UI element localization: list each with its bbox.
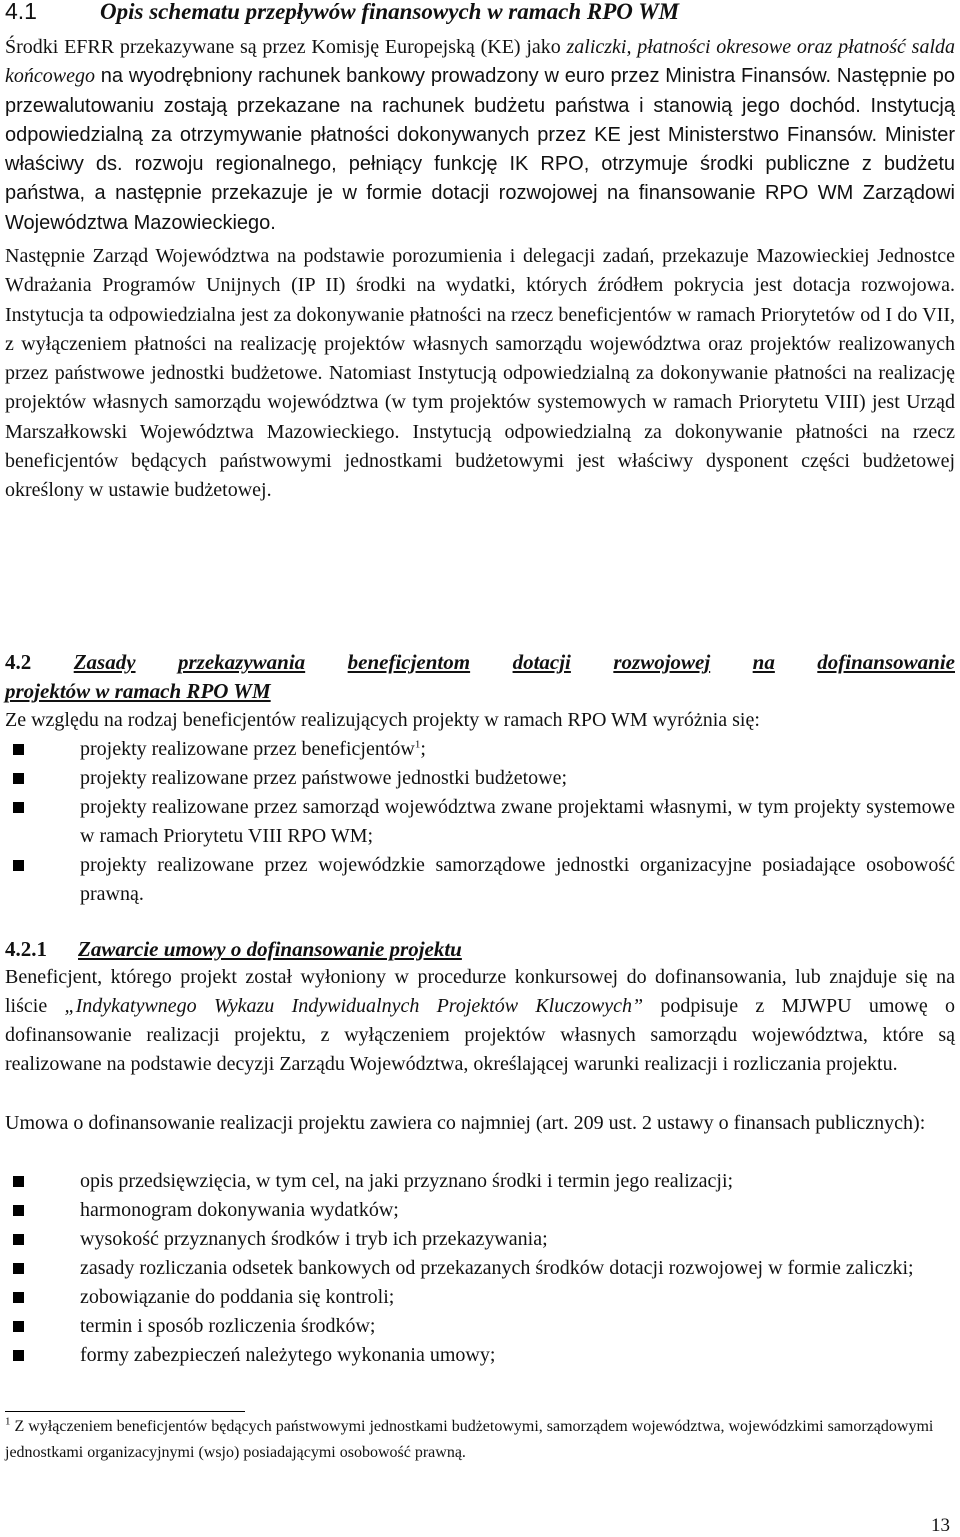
footnote-divider	[5, 1411, 245, 1412]
square-bullet-icon	[13, 1205, 24, 1216]
paragraph-financial-flows	[5, 33, 955, 238]
list-item	[5, 1312, 955, 1341]
section-heading-4-1	[5, 0, 679, 26]
square-bullet-icon	[13, 802, 24, 813]
square-bullet-icon	[13, 1321, 24, 1332]
section-number: 4.2	[5, 650, 32, 674]
page-number: 13	[931, 1515, 950, 1536]
list-item-text: projekty realizowane przez wojewódzkie samorządowe jednostki organizacyjne posiadające osobowość prawną.	[80, 854, 955, 905]
paragraph-text: Środki EFRR przekazywane są przez Komisję Europejską (KE) jako	[5, 36, 567, 58]
section-title-word: na	[752, 650, 775, 674]
list-item-text: termin i sposób rozliczenia środków;	[80, 1315, 376, 1337]
list-item-text: opis przedsięwzięcia, w tym cel, na jaki przyznano środki i termin jego realizacji;	[80, 1170, 734, 1192]
section-title-line-2: projektów w ramach RPO WM	[5, 679, 271, 703]
list-item	[5, 793, 955, 851]
agreement-contents-list	[5, 1167, 955, 1370]
list-item	[5, 764, 955, 793]
list-item-text: zasady rozliczania odsetek bankowych od przekazanych środków dotacji rozwojowej w formie zaliczki;	[80, 1257, 914, 1279]
section-title-word: dotacji	[512, 650, 571, 674]
section-title-word: rozwojowej	[613, 650, 711, 674]
paragraph-text: podpisuje z MJWPU umowę o dofinansowanie realizacji projektu, z wyłączeniem projektów własnych samorządu województwa, które są realizowane na podstawie decyzji Zarządu Województwa, określającej warunki realizacji i rozliczania projektu.	[5, 995, 955, 1075]
paragraph-agreement	[5, 963, 955, 1079]
square-bullet-icon	[13, 1350, 24, 1361]
paragraph-italic-text: zaliczki, płatności okresowe oraz płatność salda końcowego	[5, 36, 955, 88]
section-heading-4-2	[5, 648, 955, 706]
list-item-text: projekty realizowane przez beneficjentów	[80, 738, 415, 760]
list-item-text: wysokość przyznanych środków i tryb ich przekazywania;	[80, 1228, 548, 1250]
square-bullet-icon	[13, 1292, 24, 1303]
section-title: Opis schematu przepływów finansowych w ramach RPO WM	[100, 0, 680, 24]
list-item	[5, 1196, 955, 1225]
list-item	[5, 1167, 955, 1196]
section-title-line-1	[5, 648, 955, 677]
list-item	[5, 1254, 955, 1283]
list-item-text: projekty realizowane przez samorząd województwa zwane projektami własnymi, w tym projekty systemowe w ramach Priorytetu VIII RPO WM;	[80, 796, 955, 847]
list-item-text: formy zabezpieczeń należytego wykonania umowy;	[80, 1344, 496, 1366]
list-item	[5, 1341, 955, 1370]
paragraph-text: Beneficjent, którego projekt został wyłoniony w procedurze konkursowej do dofinansowania, lub znajduje się na liście	[5, 966, 955, 1017]
section-number: 4.2.1	[5, 937, 47, 961]
paragraph-italic-text: „Indykatywnego Wykazu Indywidualnych Projektów Kluczowych”	[64, 995, 644, 1017]
square-bullet-icon	[13, 860, 24, 871]
list-item	[5, 735, 955, 764]
list-item	[5, 1225, 955, 1254]
section-title-word: dofinansowanie	[817, 650, 955, 674]
square-bullet-icon	[13, 1263, 24, 1274]
section-number: 4.1	[5, 0, 37, 24]
square-bullet-icon	[13, 773, 24, 784]
paragraph-text: na wyodrębniony rachunek bankowy prowadzony w euro przez Ministra Finansów. Następnie po przewalutowaniu zostają przekazane na rachunek budżetu państwa i stanowią jego dochód. Instytucją odpowiedzialną za otrzymywanie płatności dokonywanych przez KE jest Ministerstwo Finansów. Minister właściwy ds. rozwoju regionalnego, pełniący funkcję IK RPO, otrzymuje środki publiczne z budżetu państwa, a następnie przekazuje je w formie dotacji rozwojowej na finansowanie RPO WM Zarządowi Województwa Mazowieckiego.	[5, 65, 955, 234]
section-title-word: Zasady	[73, 650, 136, 674]
footnote-text: Z wyłączeniem beneficjentów będących państwowymi jednostkami budżetowymi, samorządem województwa, wojewódzkimi samorządowymi jednostkami organizacyjnymi (wsjo) posiadającymi osobowość prawną.	[5, 1418, 934, 1461]
section-title-word: beneficjentom	[347, 650, 471, 674]
list-item	[5, 1283, 955, 1312]
list-item-text: projekty realizowane przez państwowe jednostki budżetowe;	[80, 767, 568, 789]
beneficiary-types-intro: Ze względu na rodzaj beneficjentów realizujących projekty w ramach RPO WM wyróżnia się:	[5, 709, 760, 731]
list-item	[5, 851, 955, 909]
section-heading-4-2-1	[5, 935, 955, 964]
square-bullet-icon	[13, 744, 24, 755]
list-item-text: zobowiązanie do poddania się kontroli;	[80, 1286, 395, 1308]
paragraph-agreement-contents: Umowa o dofinansowanie realizacji projektu zawiera co najmniej (art. 209 ust. 2 ustawy o finansach publicznych):	[5, 1112, 926, 1134]
beneficiary-types-list	[5, 735, 955, 909]
paragraph-management-board: Następnie Zarząd Województwa na podstawie porozumienia i delegacji zadań, przekazuje Mazowieckiej Jednostce Wdrażania Programów Unijnych (IP II) środki na wydatki, których źródłem pokrycia jest dotacja rozwojowa. Instytucja ta odpowiedzialna jest za dokonywanie płatności na rzecz beneficjentów w ramach Priorytetów od I do VII, z wyłączeniem płatności na realizację projektów własnych samorządu województwa oraz projektów realizowanych przez państwowe jednostki budżetowe. Natomiast Instytucją odpowiedzialną za dokonywanie płatności na realizację projektów własnych samorządu województwa (w tym projektów systemowych w ramach Priorytetu VIII) jest Urząd Marszałkowski Województwa Mazowieckiego. Instytucją odpowiedzialną za dokonywanie płatności na rzecz beneficjentów będących państwowymi jednostkami budżetowymi jest właściwy dysponent części budżetowej określony w ustawie budżetowej.	[5, 245, 955, 502]
footnote-reference: 1	[414, 738, 421, 751]
footnote	[5, 1414, 955, 1466]
section-title: Zawarcie umowy o dofinansowanie projektu	[78, 937, 462, 961]
square-bullet-icon	[13, 1234, 24, 1245]
list-item-text: harmonogram dokonywania wydatków;	[80, 1199, 399, 1221]
list-item-punctuation: ;	[420, 738, 426, 760]
section-title-word: przekazywania	[177, 650, 306, 674]
square-bullet-icon	[13, 1176, 24, 1187]
footnote-marker: 1	[5, 1415, 11, 1428]
